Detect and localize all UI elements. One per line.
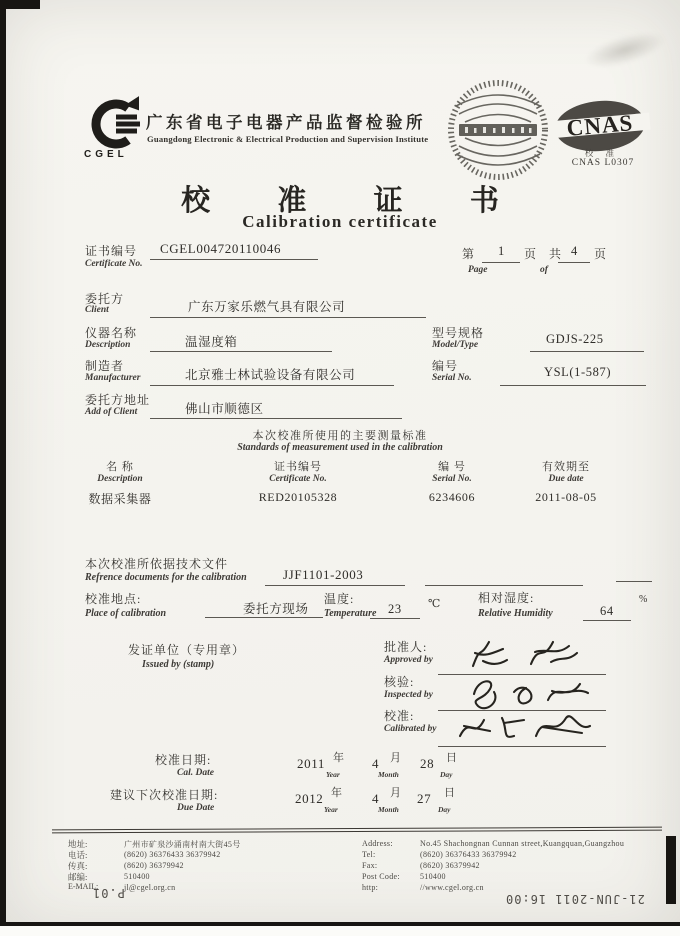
page-total-underline [558,262,590,263]
certificate-title-en: Calibration certificate [242,212,438,231]
cal-year-en: Year [326,770,340,779]
scan-smudge [581,25,669,75]
page-no-ye-gong: 页 共 [524,247,567,261]
footer-tel-value-en: (8620) 36376433 36379942 [420,850,517,859]
standards-title-zh: 本次校准所使用的主要测量标准 [252,430,428,442]
ref-docs-underline-3 [616,581,652,582]
model-label-en: Model/Type [432,340,479,350]
footer-post-value-zh: 510400 [124,872,150,881]
footer-website-value: //www.cgel.org.cn [420,883,484,892]
client-value: 广东万家乐燃气具有限公司 [188,300,346,314]
humidity-label-en: Relative Humidity [478,608,553,619]
due-day-zh: 日 [444,787,456,799]
approved-signature [455,636,605,676]
client-addr-underline [150,418,402,419]
approved-by-label-en: Approved by [384,655,433,665]
issued-by-label-zh: 发证单位（专用章） [128,643,246,657]
manufacturer-underline [150,385,394,386]
due-month-zh: 月 [390,787,402,799]
footer-email-value: jl@cgel.org.cn [124,883,176,892]
footer-tel-label-en: Tel: [362,850,376,859]
serial-label-zh: 编号 [432,359,459,373]
cert-no-label-en: Certificate No. [85,259,143,269]
footer-fax-label-zh: 传真: [68,861,88,871]
due-year-en: Year [324,805,338,814]
manufacturer-value: 北京雅士林试验设备有限公司 [185,368,356,382]
calibrated-by-label-zh: 校准: [384,709,415,723]
page-no-di: 第 [462,247,476,261]
place-label-en: Place of calibration [85,608,167,619]
footer-tel-label-zh: 电话: [68,850,88,860]
client-label-zh: 委托方 [85,292,125,306]
calibrated-by-label-en: Calibrated by [384,724,437,734]
ref-docs-underline-2 [425,585,583,586]
footer-tel-value-zh: (8620) 36376433 36379942 [124,850,221,859]
client-addr-label-zh: 委托方地址 [85,393,151,407]
description-label-zh: 仪器名称 [85,326,138,340]
ref-docs-value: JJF1101-2003 [283,567,364,582]
inspected-by-label-zh: 核验: [384,675,415,689]
of-label-en: of [540,265,548,275]
cal-date-label-zh: 校准日期: [155,753,212,767]
serial-value: YSL(1-587) [544,365,612,379]
model-label-zh: 型号规格 [432,326,485,340]
due-date-day: 27 [417,791,432,806]
due-day-en: Day [438,805,451,814]
standards-col-serial-en: Serial No. [432,474,472,484]
cal-day-zh: 日 [446,752,458,764]
client-label-en: Client [85,305,109,315]
cal-date-day: 28 [420,756,435,771]
scan-edge-top-left [0,0,40,9]
footer-addr-label-zh: 地址: [68,839,88,849]
cert-no-label-zh: 证书编号 [85,244,138,258]
description-label-en: Description [85,340,131,350]
manufacturer-label-zh: 制造者 [85,359,125,373]
svg-text:CNAS: CNAS [565,110,635,141]
standards-col-name-zh: 名 称 [106,461,134,473]
footer-postcode-value-en: 510400 [420,872,446,881]
page-no-value: 1 [498,244,505,258]
cert-no-underline [150,259,318,260]
footer-divider [52,827,662,834]
cal-date-label-en: Cal. Date [177,768,214,778]
footer-fax-value-zh: (8620) 36379942 [124,861,184,870]
scan-margin-bottom [0,926,680,936]
ref-docs-label-en: Refrence documents for the calibration [85,572,247,583]
standards-row-name: 数据采集器 [88,492,152,506]
footer-postcode-label-en: Post Code: [362,872,400,881]
temperature-label-zh: 温度: [324,592,355,606]
temperature-underline [370,618,420,619]
cal-day-en: Day [440,770,453,779]
due-date-year: 2012 [295,791,324,806]
ref-docs-underline [265,585,405,586]
model-value: GDJS-225 [546,332,604,346]
standards-col-certno-en: Certificate No. [269,474,327,484]
cnas-sub-label-zh: 校 准 [584,148,620,158]
footer-post-label-zh: 邮编: [68,872,88,882]
institute-name-en: Guangdong Electronic & Electrical Production and Supervision Institute [147,134,429,144]
standards-row-certno: RED20105328 [258,490,338,504]
standards-col-serial-zh: 编 号 [438,461,466,473]
place-underline [205,617,323,618]
footer-fax-value-en: (8620) 36379942 [420,861,480,870]
cal-date-month: 4 [372,756,380,771]
standards-col-name-en: Description [97,474,143,484]
model-underline [530,351,644,352]
footer-website-label: http: [362,883,379,892]
issued-by-label-en: Issued by (stamp) [142,659,215,670]
inspected-by-label-en: Inspected by [384,690,433,700]
calibrated-signature [450,706,610,750]
cert-no-value: CGEL004720110046 [160,241,282,256]
standards-col-due-zh: 有效期至 [542,461,590,473]
institute-name-zh: 广东省电子电器产品监督检验所 [146,113,426,132]
fax-page-number: P.01 [92,886,125,900]
client-underline [150,317,426,318]
cal-year-zh: 年 [333,752,345,764]
footer-addr-value-zh: 广州市矿泉沙涌南村南大街45号 [124,840,241,849]
footer-fax-label-en: Fax: [362,861,378,870]
description-underline [150,351,332,352]
page-no-total: 4 [571,244,578,258]
cal-date-year: 2011 [297,756,325,771]
footer-email-label: E-MAIL: [68,882,99,891]
due-date-month: 4 [372,791,380,806]
standards-row-due: 2011-08-05 [535,490,597,504]
due-month-en: Month [378,805,399,814]
scan-blob-right [666,836,676,904]
metrology-seal-stamp [446,78,550,182]
cgel-logo-icon [86,96,148,152]
footer-address-value-en: No.45 Shachongnan Cunnan street,Kuangquan,Guangzhou [420,839,625,848]
due-date-label-zh: 建议下次校准日期: [110,788,219,802]
page-no-underline [482,262,520,263]
cal-month-zh: 月 [390,752,402,764]
ref-docs-label-zh: 本次校准所依据技术文件 [85,557,229,571]
temperature-value: 23 [388,602,402,616]
manufacturer-label-en: Manufacturer [85,373,141,383]
standards-title-en: Standards of measurement used in the calibration [237,442,443,453]
due-year-zh: 年 [331,787,343,799]
page-no-ye: 页 [594,247,608,261]
serial-underline [500,385,646,386]
place-label-zh: 校准地点: [85,592,142,606]
scan-edge-left [0,0,6,936]
temperature-unit: ℃ [428,598,442,610]
description-value: 温湿度箱 [185,335,238,349]
humidity-label-zh: 相对湿度: [478,591,535,605]
humidity-value: 64 [600,604,614,618]
standards-col-due-en: Due date [548,474,584,484]
client-addr-value: 佛山市顺德区 [185,402,264,416]
approved-by-label-zh: 批准人: [384,640,428,654]
cgel-logo-letters: CGEL [84,149,128,160]
due-date-label-en: Due Date [177,803,215,813]
footer-address-label-en: Address: [362,839,393,848]
standards-col-certno-zh: 证书编号 [274,461,322,473]
serial-label-en: Serial No. [432,373,472,383]
cal-month-en: Month [378,770,399,779]
temperature-label-en: Temperature [324,608,377,619]
fax-timestamp: 21-JUN-2011 16:00 [505,892,645,906]
certificate-title-zh: 校 准 证 书 [181,185,529,217]
standards-row-serial: 6234606 [428,490,476,504]
humidity-underline [583,620,631,621]
cnas-accreditation-code: CNAS L0307 [571,158,635,168]
place-value: 委托方现场 [243,602,309,616]
humidity-unit: % [639,594,649,605]
page-label-en: Page [468,265,488,275]
client-addr-label-en: Add of Client [85,407,138,417]
